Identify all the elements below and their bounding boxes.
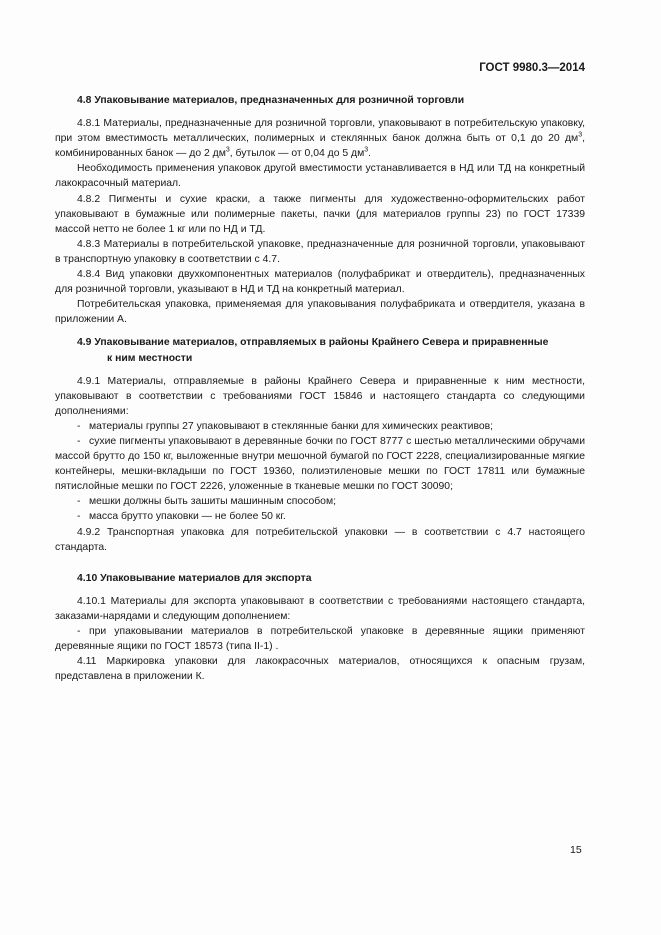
paragraph-4-8-3: 4.8.3 Материалы в потребительской упаковке, предназначенные для розничной торговли, упаковывают в транспортную упаковку в соответствии с 4.7. (55, 238, 585, 265)
list-item: - мешки должны быть зашиты машинным способом; (55, 494, 585, 509)
superscript: 3 (225, 146, 230, 154)
list-item: - масса брутто упаковки — не более 50 кг. (55, 509, 585, 524)
paragraph-4-9-2: 4.9.2 Транспортная упаковка для потребительской упаковки — в соответствии с 4.7 настоящего стандарта. (55, 526, 585, 553)
superscript: 3 (578, 131, 583, 139)
list-item: - сухие пигменты упаковывают в деревянные бочки по ГОСТ 8777 с шестью металлическими обручами массой брутто до 150 кг, выложенные внутри мешочной бумагой по ГОСТ 2228, специализированные мягкие контейнеры, мешки-вкладыши по ГОСТ 19360, полиэтиленовые мешки по ГОСТ 17811 или бумажные пятислойные мешки по ГОСТ 2226, уложенные в тканевые мешки по ГОСТ 30090; (55, 435, 585, 493)
section-4-8-heading: 4.8 Упаковывание материалов, предназначенных для розничной торговли (77, 95, 465, 106)
paragraph-4-8-2: 4.8.2 Пигменты и сухие краски, а также пигменты для художественно-оформительских работ упаковывают в бумажные или полимерные пакеты, пачки (для материалов группы 23) по ГОСТ 17339 массой нетто не более 1 кг или по НД и ТД. (55, 193, 585, 235)
paragraph-4-9-1: 4.9.1 Материалы, отправляемые в районы Крайнего Севера и приравненные к ним местности, упаковывают в соответствии с требованиями ГОСТ 15846 и настоящего стандарта со следующими дополнениями: (55, 375, 585, 417)
paragraph-4-8-1: 4.8.1 Материалы, предназначенные для розничной торговли, упаковывают в потребительскую упаковку, при этом вместимость металлических, полимерных и стеклянных банок должна быть от 0,1 до 20 $дм^3$, комбинированных банок — до 2 $дм^3$, бутылок — от 0,04 до 5 $дм^3$. (55, 118, 585, 160)
document-id-header: ГОСТ 9980.3—2014 (479, 62, 585, 74)
paragraph-4-8-4-note: Потребительская упаковка, применяемая для упаковывания полуфабриката и отвердителя, указана в приложении А. (55, 299, 585, 326)
section-4-10-heading: 4.10 Упаковывание материалов для экспорта (77, 572, 312, 584)
superscript: 3 (364, 146, 369, 154)
paragraph-4-10-1: 4.10.1 Материалы для экспорта упаковывают в соответствии с требованиями настоящего стандарта, заказами-нарядами и следующим дополнением: (55, 595, 585, 622)
paragraph-4-8-4: 4.8.4 Вид упаковки двухкомпонентных материалов (полуфабрикат и отвердитель), предназначенных для розничной торговли, указывают в НД и ТД на конкретный материал. (55, 269, 585, 296)
dash-bullet: - (77, 420, 81, 432)
list-item: - материалы группы 27 упаковывают в стеклянные банки для химических реактивов; (55, 419, 585, 434)
dash-bullet: - (77, 496, 81, 508)
dash-bullet: - (77, 435, 81, 447)
paragraph-4-11: 4.11 Маркировка упаковки для лакокрасочных материалов, относящихся к опасным грузам, представлена в приложении К. (55, 656, 585, 683)
dash-bullet: - (77, 511, 81, 523)
paragraph-4-8-1-note: Необходимость применения упаковок другой вместимости устанавливается в НД или ТД на конкретный лакокрасочный материал. (55, 163, 585, 190)
list-item: - при упаковывании материалов в потребительской упаковке в деревянные ящики применяют деревянные ящики по ГОСТ 18573 (типа II-1) . (55, 626, 585, 653)
dash-bullet: - (77, 626, 81, 637)
page-number: 15 (570, 844, 582, 856)
section-4-9-heading: 4.9 Упаковывание материалов, отправляемых в районы Крайнего Севера и приравненные к ним местности (77, 337, 549, 364)
page-body (55, 93, 585, 684)
